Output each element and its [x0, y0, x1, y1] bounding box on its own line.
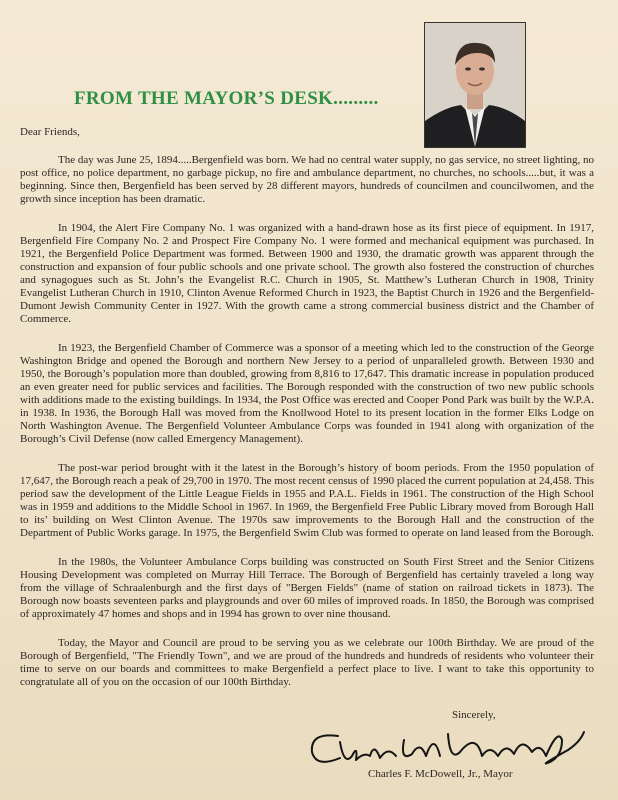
- letter-paragraph: Today, the Mayor and Council are proud to be serving you as we celebrate our 100th Birthday. We are proud of the Borough of Bergenfield, "The Friendly Town", and we are proud of the hundreds and hundreds of residents who volunteer their time to serve on our boards and committees to make Bergenfield a perfect place to live. I want to take this opportunity to congratulate all of you on the occasion of our 100th Birthday.: [20, 637, 594, 688]
- letter-paragraph: The post-war period brought with it the latest in the Borough’s history of boom periods. From the 1950 population of 17,647, the Borough reach a peak of 29,700 in 1970. The most recent census of 1990 placed the current population at 24,458. This period saw the development of the Little League Fields in 1955 and P.A.L. Fields in 1961. The construction of the High School was in 1959 and additions to the Middle School in 1967. In 1969, the Bergenfield Free Public Library moved from Borough Hall to its’ building on West Clinton Avenue. The 1970s saw improvements to the Borough Hall and the construction of the Department of Public Works garage. In 1975, the Bergenfield Swim Club was formed to operate on land leased from the Borough.: [20, 462, 594, 539]
- letter-paragraph: In the 1980s, the Volunteer Ambulance Corps building was constructed on South First Street and the Senior Citizens Housing Development was completed on Murray Hill Terrace. The Borough of Bergenfield has certainly traveled a long way from the village of Schraalenburgh and the first days of "Bergen Fields" (name of station on railroad tickets in 1873). The Borough now boasts seventeen parks and playgrounds and over 60 miles of improved roads. In 1850, the Borough was comprised of approximately 47 homes and shops and in 1994 has grown to over nine thousand.: [20, 556, 594, 620]
- signer-name: Charles F. McDowell, Jr., Mayor: [368, 768, 513, 780]
- letter-closing: Sincerely,: [452, 709, 496, 721]
- letter-paragraph: In 1904, the Alert Fire Company No. 1 was organized with a hand-drawn hose as its first piece of equipment. In 1917, Bergenfield Fire Company No. 2 and Prospect Fire Company No. 1 were formed and mechanical equipment was purchased. In 1921, the Bergenfield Police Department was formed. Between 1900 and 1930, the dramatic growth was apparent through the construction and expansion of four public schools and one private school. The growth also fostered the construction of churches and synagogues such as St. John’s the Evangelist R.C. Church in 1905, St. Matthew’s Lutheran Church in 1908, Trinity Evangelist Lutheran Church in 1910, Clinton Avenue Reformed Church in 1923, the Baptist Church in 1926 and the Bergenfield-Dumont Jewish Community Center in 1927. With the growth came a strong commercial business district and the Chamber of Commerce.: [20, 222, 594, 325]
- letter-greeting: Dear Friends,: [20, 126, 80, 138]
- page-title: FROM THE MAYOR’S DESK.........: [74, 88, 379, 109]
- letter-body: [20, 126, 594, 705]
- letter-paragraph: The day was June 25, 1894.....Bergenfield was born. We had no central water supply, no gas service, no street lighting, no post office, no police department, no garbage pickup, no fire and ambulance department, no churches, no schools.....but, it was a beginning. Since then, Bergenfield has been served by 28 different mayors, hundreds of councilmen and councilwomen, and the growth since inception has been dramatic.: [20, 154, 594, 205]
- letter-paragraph: In 1923, the Bergenfield Chamber of Commerce was a sponsor of a meeting which led to the construction of the George Washington Bridge and opened the Borough and northern New Jersey to a period of unparalleled growth. Between 1930 and 1950, the Borough’s population more than doubled, growing from 8,816 to 17,647. This dramatic increase in population produced an even greater need for public services and facilities. The Borough responded with the construction of two new public schools with additions made to the existing buildings. In 1934, the Post Office was erected and Cooper Pond Park was built by the W.P.A. in 1938. In 1936, the Borough Hall was moved from the Knollwood Hotel to its present location in the former Elks Lodge on North Washington Avenue. The Bergenfield Volunteer Ambulance Corps was founded in 1941 along with organization of the Borough’s Civil Defense (now called Emergency Management).: [20, 342, 594, 445]
- handwritten-signature: [300, 722, 590, 772]
